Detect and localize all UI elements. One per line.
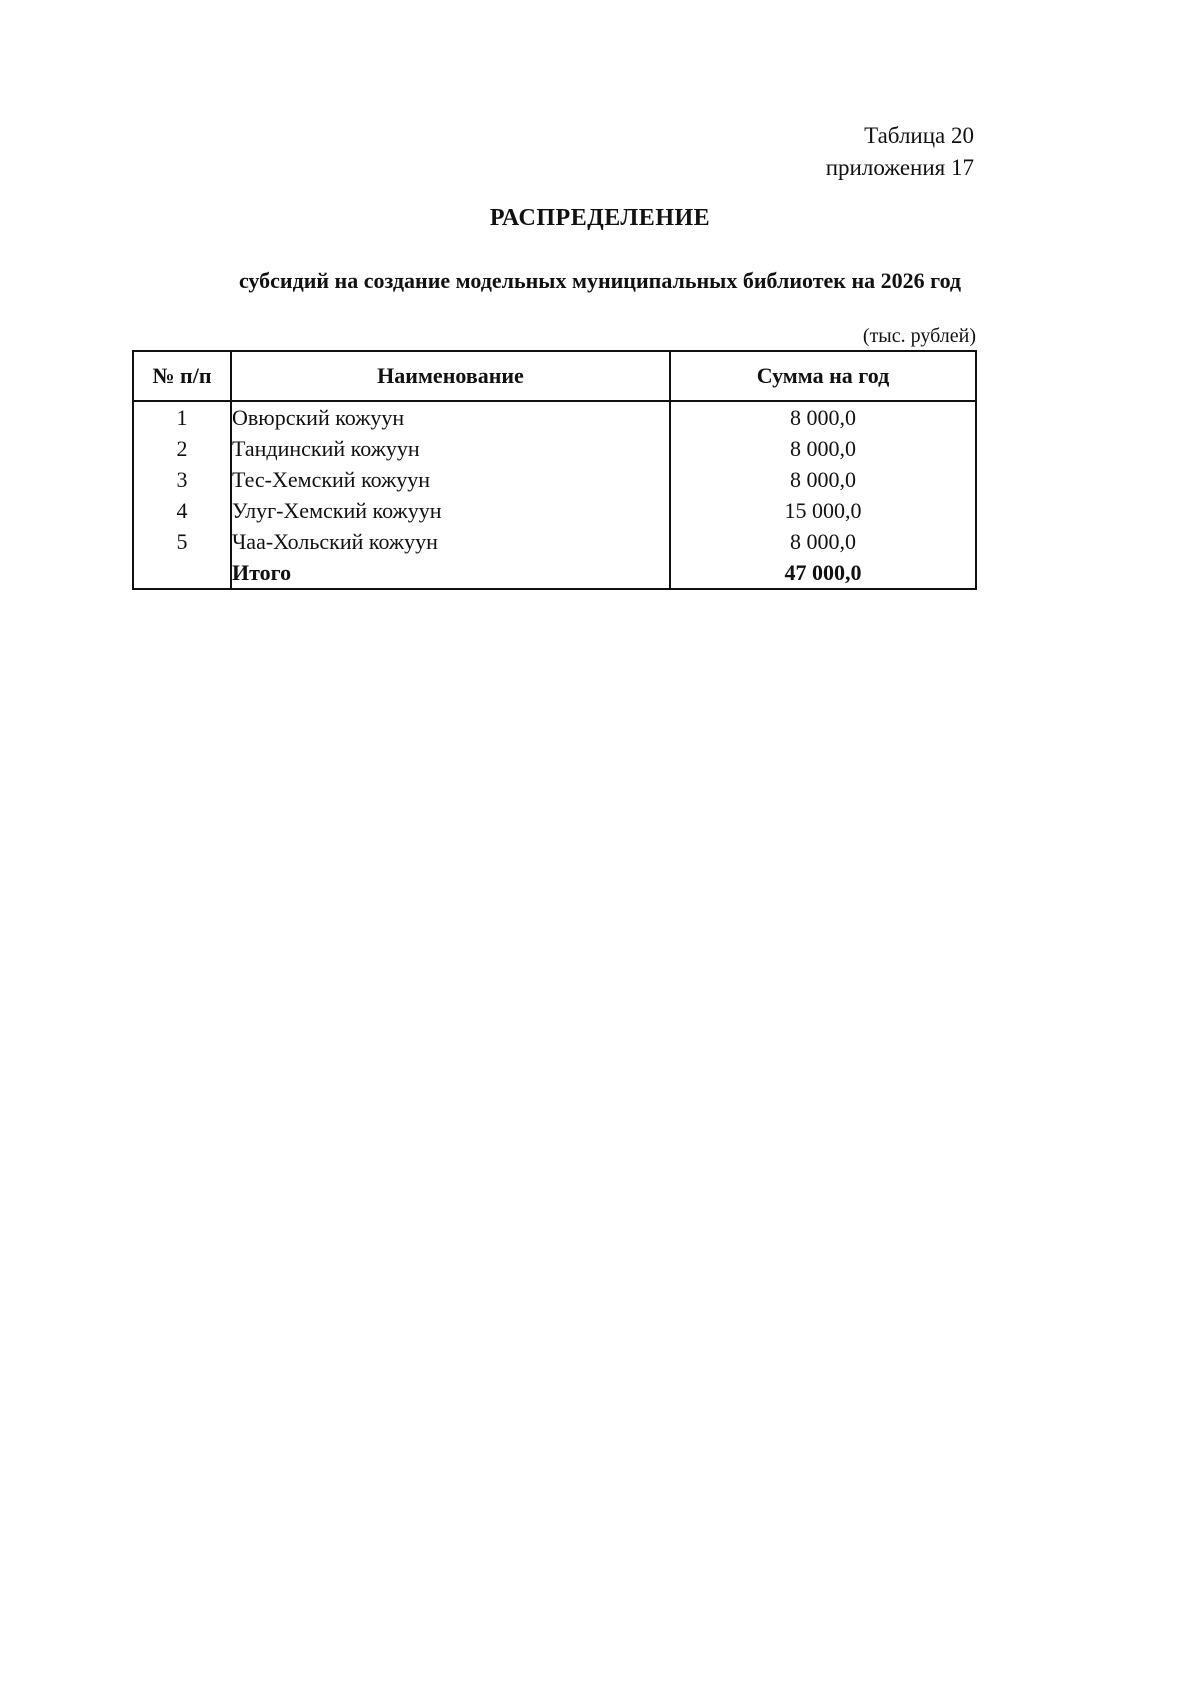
table-number: Таблица 20 bbox=[864, 123, 974, 148]
table-row bbox=[133, 401, 976, 433]
table-reference bbox=[826, 120, 974, 184]
row-sum: 8 000,0 bbox=[670, 464, 976, 495]
column-header-number: № п/п bbox=[133, 351, 231, 401]
row-sum: 15 000,0 bbox=[670, 495, 976, 526]
document-title: РАСПРЕДЕЛЕНИЕ bbox=[489, 205, 711, 231]
total-row bbox=[133, 557, 976, 589]
document-subtitle: субсидий на создание модельных муниципальных библиотек на 2026 год bbox=[238, 268, 962, 293]
total-sum: 47 000,0 bbox=[670, 557, 976, 589]
row-sum: 8 000,0 bbox=[670, 433, 976, 464]
row-name: Чаа-Хольский кожуун bbox=[231, 526, 670, 557]
distribution-table bbox=[132, 350, 977, 590]
row-number: 3 bbox=[133, 464, 231, 495]
table-row bbox=[133, 464, 976, 495]
row-number: 1 bbox=[133, 401, 231, 433]
table-row bbox=[133, 433, 976, 464]
units-label: (тыс. рублей) bbox=[862, 325, 976, 347]
table-row bbox=[133, 495, 976, 526]
row-sum: 8 000,0 bbox=[670, 526, 976, 557]
appendix-number: приложения 17 bbox=[825, 155, 974, 180]
row-number: 4 bbox=[133, 495, 231, 526]
row-sum: 8 000,0 bbox=[670, 401, 976, 433]
row-name: Тес-Хемский кожуун bbox=[231, 464, 670, 495]
total-number-cell bbox=[133, 557, 231, 589]
row-name: Улуг-Хемский кожуун bbox=[231, 495, 670, 526]
table-header-row bbox=[133, 351, 976, 401]
column-header-name: Наименование bbox=[231, 351, 670, 401]
row-name: Тандинский кожуун bbox=[231, 433, 670, 464]
total-label: Итого bbox=[231, 557, 670, 589]
column-header-sum: Сумма на год bbox=[670, 351, 976, 401]
row-number: 5 bbox=[133, 526, 231, 557]
row-name: Овюрский кожуун bbox=[231, 401, 670, 433]
table-row bbox=[133, 526, 976, 557]
row-number: 2 bbox=[133, 433, 231, 464]
